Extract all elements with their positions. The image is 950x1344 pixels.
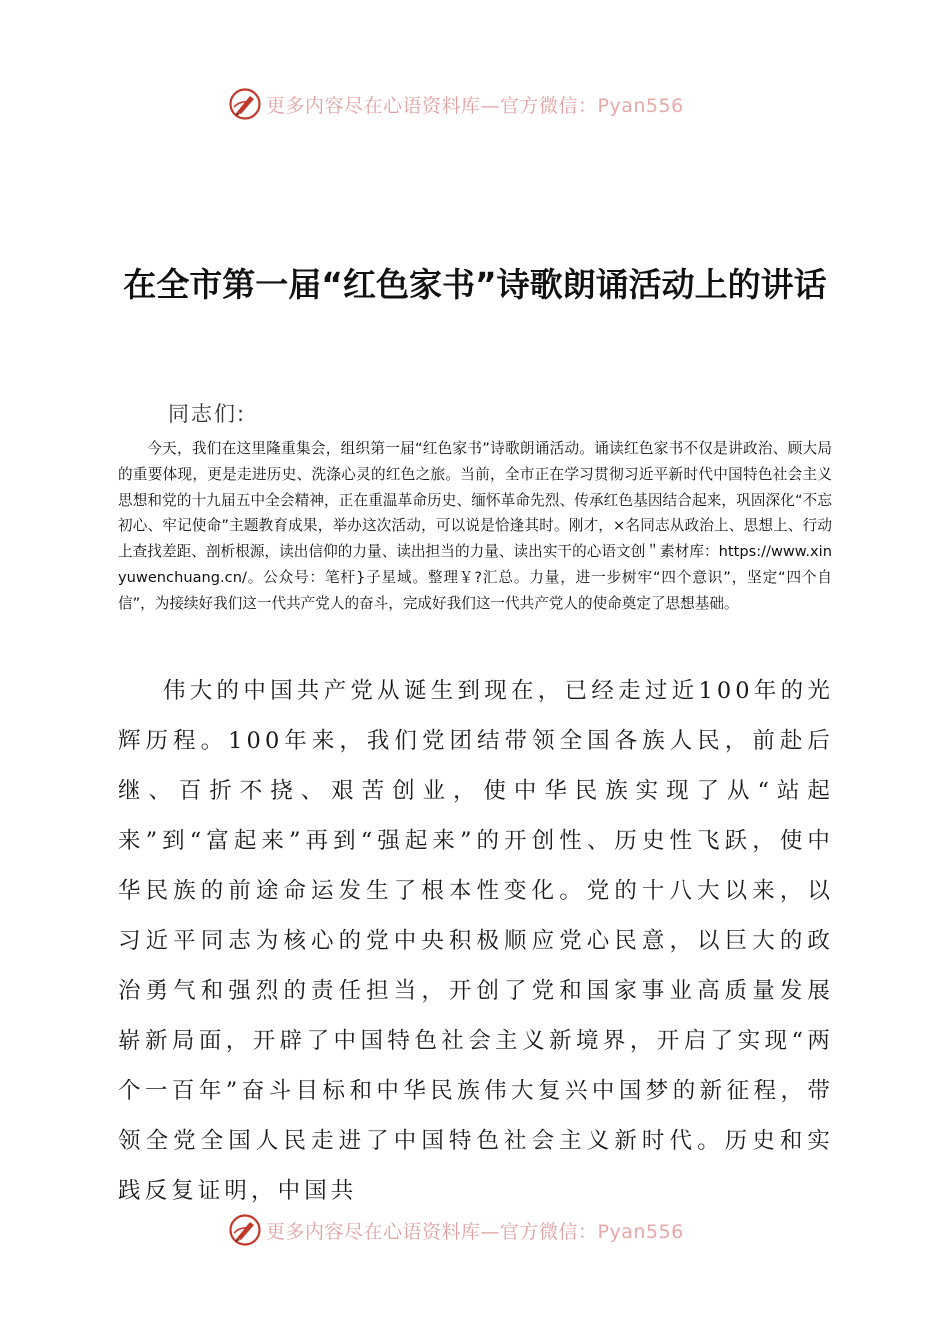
banner-text: 更多内容尽在心语资料库—官方微信：Pyan556 xyxy=(266,1220,684,1243)
wechat-handle: Pyan556 xyxy=(597,94,684,117)
paragraph-intro: 今天，我们在这里隆重集会，组织第一届“红色家书”诗歌朗诵活动。诵读红色家书不仅是讲政治、顾大局的重要体现，更是走进历史、洗涤心灵的红色之旅。当前，全市正在学习贯彻习近平新时代中国特色社会主义思想和党的十九届五中全会精神，正在重温革命历史、缅怀革命先烈、传承红色基因结合起来，巩固深化“不忘初心、牢记使命”主题教育成果，举办这次活动，可以说是恰逢其时。刚才，×名同志从政治上、思想上、行动上查找差距、剖析根源，读出信仰的力量、读出担当的力量、读出实干的心语文创＂素材库：https://www.xinyuwenchuang.cn/。公众号：笔杆}子星域。整理￥?汇总。力量，进一步树牢“四个意识”，坚定“四个自信”，为接续好我们这一代共产党人的奋斗，完成好我们这一代共产党人的使命奠定了思想基础。 xyxy=(118,440,832,612)
pen-logo-icon xyxy=(228,1213,262,1247)
banner-text: 更多内容尽在心语资料库—官方微信：Pyan556 xyxy=(266,94,684,117)
page-title: 在全市第一届“红色家书”诗歌朗诵活动上的讲话 xyxy=(123,265,827,304)
header-banner xyxy=(228,84,748,124)
paragraph-body: 伟大的中国共产党从诞生到现在，已经走过近100年的光辉历程。100年来，我们党团结带领全国各族人民，前赴后继、百折不挠、艰苦创业，使中华民族实现了从“站起来”到“富起来”再到“强起来”的开创性、历史性飞跃，使中华民族的前途命运发生了根本性变化。党的十八大以来，以习近平同志为核心的党中央积极顺应党心民意，以巨大的政治勇气和强烈的责任担当，开创了党和国家事业高质量发展崭新局面，开辟了中国特色社会主义新境界，开启了实现“两个一百年”奋斗目标和中华民族伟大复兴中国梦的新征程，带领全党全国人民走进了中国特色社会主义新时代。历史和实践反复证明，中国共 xyxy=(118,678,834,1204)
salutation: 同志们: xyxy=(168,402,247,426)
footer-banner xyxy=(228,1210,748,1250)
pen-logo-icon xyxy=(228,87,262,121)
wechat-handle: Pyan556 xyxy=(597,1220,684,1243)
